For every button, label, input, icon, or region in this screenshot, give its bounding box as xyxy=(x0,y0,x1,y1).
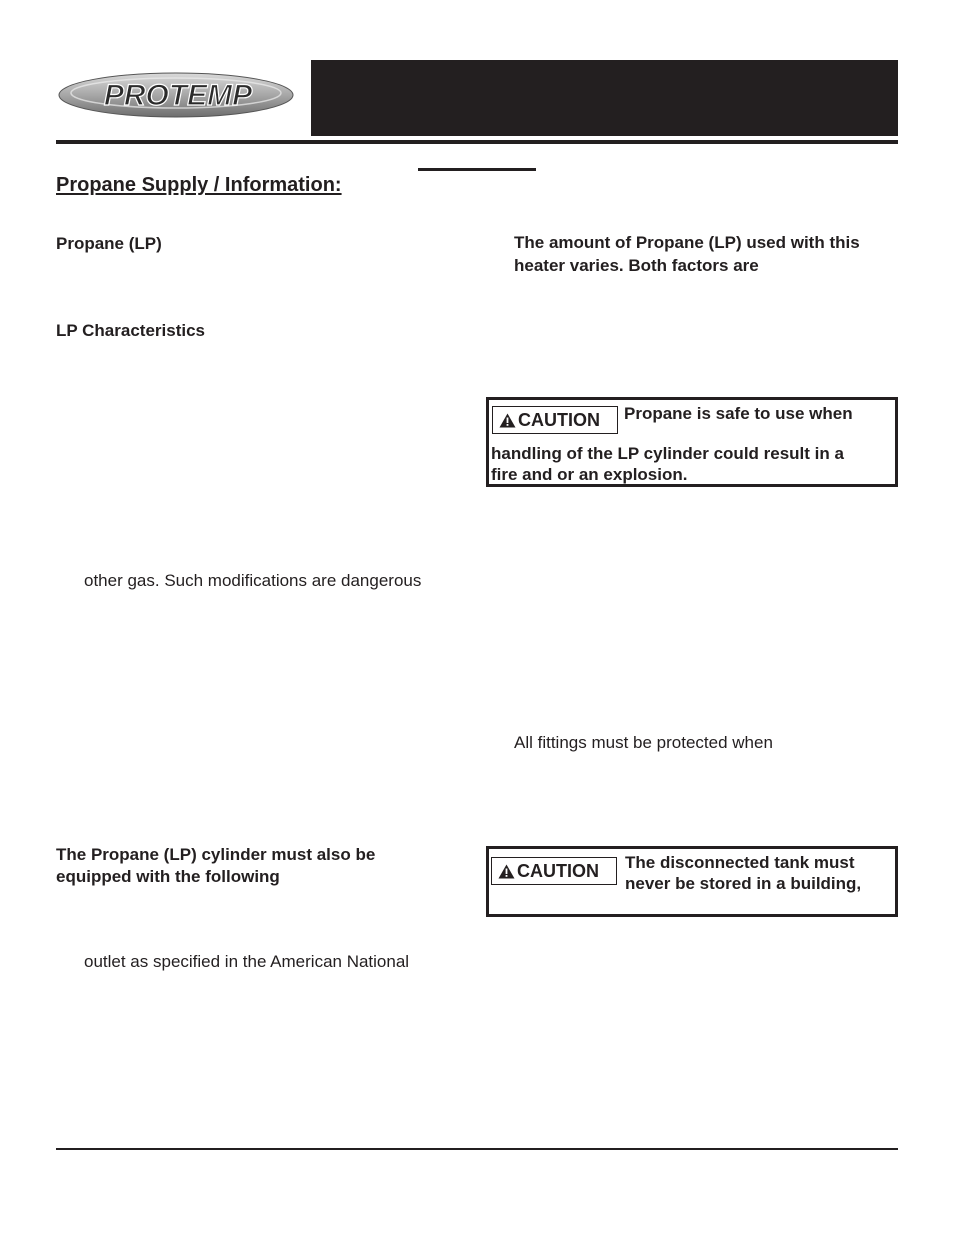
caution-badge xyxy=(492,406,618,434)
protemp-logo xyxy=(57,64,310,124)
caution1-line1: Propane is safe to use when xyxy=(624,404,853,423)
caution-box-propane xyxy=(486,397,898,487)
logo-text: PROTEMP xyxy=(103,79,253,112)
caution1-line2: handling of the LP cylinder could result in a xyxy=(491,444,844,463)
header-bar xyxy=(311,60,898,136)
section-title: Propane Supply / Information: xyxy=(56,174,342,196)
column-top-rule xyxy=(418,168,536,171)
caution-label: CAUTION xyxy=(518,409,600,430)
warning-triangle-icon xyxy=(498,864,515,879)
modifications-text: other gas. Such modifications are dangerous xyxy=(84,571,422,590)
cylinder-heading-line2: equipped with the following xyxy=(56,867,280,886)
lp-characteristics-heading: LP Characteristics xyxy=(56,321,205,340)
amount-line1: The amount of Propane (LP) used with this xyxy=(514,233,860,252)
amount-line2: heater varies. Both factors are xyxy=(514,256,759,275)
propane-heading: Propane (LP) xyxy=(56,234,162,253)
caution1-line3: fire and or an explosion. xyxy=(491,465,688,484)
fittings-text: All fittings must be protected when xyxy=(514,733,773,752)
caution-badge xyxy=(491,857,617,885)
caution2-line2: never be stored in a building, xyxy=(625,874,862,893)
outlet-text: outlet as specified in the American National xyxy=(84,952,410,971)
caution-label: CAUTION xyxy=(517,860,599,881)
cylinder-heading-line1: The Propane (LP) cylinder must also be xyxy=(56,845,376,864)
footer-divider xyxy=(56,1148,898,1150)
warning-triangle-icon xyxy=(499,413,516,428)
header-divider xyxy=(56,140,898,144)
caution2-line1: The disconnected tank must xyxy=(625,853,855,872)
caution-box-tank-storage xyxy=(486,846,898,917)
